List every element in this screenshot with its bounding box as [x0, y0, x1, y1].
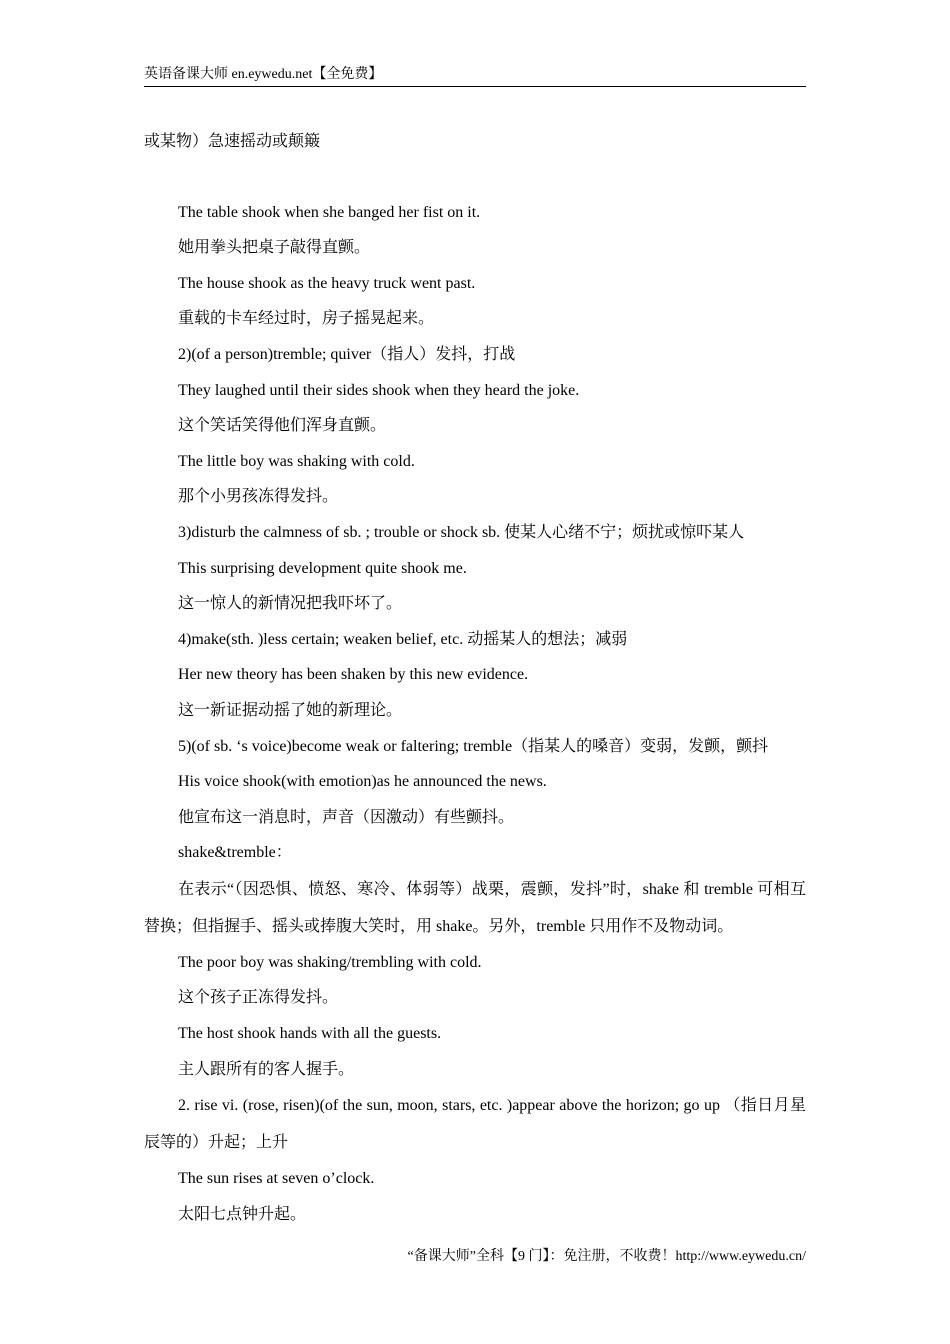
paragraph-line: 2)(of a person)tremble; quiver（指人）发抖，打战 — [178, 345, 516, 363]
paragraph-line: 3)disturb the calmness of sb. ; trouble or shock sb. 使某人心绪不宁；烦扰或惊吓某人 — [178, 523, 745, 541]
paragraph-line: 太阳七点钟升起。 — [178, 1205, 307, 1223]
page-header — [144, 64, 806, 87]
page-footer — [408, 1247, 806, 1267]
paragraph-line: His voice shook(with emotion)as he announced the news. — [178, 773, 547, 791]
paragraph-line: The table shook when she banged her fist on it. — [178, 203, 481, 221]
paragraph-line: 这一新证据动摇了她的新理论。 — [178, 701, 403, 719]
paragraph-line: The little boy was shaking with cold. — [178, 452, 415, 470]
paragraph-line: The house shook as the heavy truck went past. — [178, 274, 476, 292]
paragraph-line: 那个小男孩冻得发抖。 — [178, 488, 339, 506]
paragraph-line: 这个笑话笑得他们浑身直颤。 — [178, 417, 387, 435]
paragraph-line: shake&tremble： — [178, 844, 292, 862]
paragraph-line: They laughed until their sides shook when they heard the joke. — [178, 381, 580, 399]
paragraph-wrapped: 在表示“（因恐惧、愤怒、寒冷、体弱等）战栗，震颤，发抖”时，shake 和 tremble 可相互替换；但指握手、摇头或捧腹大笑时，用 shake。另外，tremble 只用作不及物动词。 — [144, 880, 806, 935]
paragraph-line: The host shook hands with all the guests. — [178, 1025, 442, 1043]
paragraph-line: 这一惊人的新情况把我吓坏了。 — [178, 595, 403, 613]
paragraph-line: 或某物）急速摇动或颠簸 — [144, 133, 321, 150]
paragraph-line: The sun rises at seven o’clock. — [178, 1170, 375, 1188]
paragraph-line: Her new theory has been shaken by this new evidence. — [178, 666, 529, 684]
paragraph-wrapped: 2. rise vi. (rose, risen)(of the sun, moon, stars, etc. )appear above the horizon; go up （指日月星辰等的）升起；上升 — [144, 1097, 806, 1152]
paragraph-line: 主人跟所有的客人握手。 — [178, 1060, 355, 1078]
paragraph-line: 重载的卡车经过时，房子摇晃起来。 — [178, 310, 435, 328]
paragraph-line: This surprising development quite shook me. — [178, 559, 467, 577]
paragraph-line: 这个孩子正冻得发抖。 — [178, 989, 339, 1007]
paragraph-line: 他宣布这一消息时，声音（因激动）有些颤抖。 — [178, 808, 515, 826]
footer-text: “备课大师”全科【9 门】：免注册，不收费！http://www.eywedu.cn/ — [407, 1249, 806, 1264]
paragraph-line: 她用拳头把桌子敲得直颤。 — [178, 239, 371, 257]
blank-line — [144, 160, 806, 195]
header-text: 英语备课大师 en.eywedu.net【全免费】 — [144, 67, 383, 82]
paragraph-line: The poor boy was shaking/trembling with cold. — [178, 953, 482, 971]
paragraph-line: 4)make(sth. )less certain; weaken belief, etc. 动摇某人的想法；减弱 — [178, 630, 628, 648]
document-body — [144, 124, 806, 1232]
paragraph-line: 5)(of sb. ‘s voice)become weak or faltering; tremble（指某人的嗓音）变弱，发颤，颤抖 — [178, 737, 769, 755]
